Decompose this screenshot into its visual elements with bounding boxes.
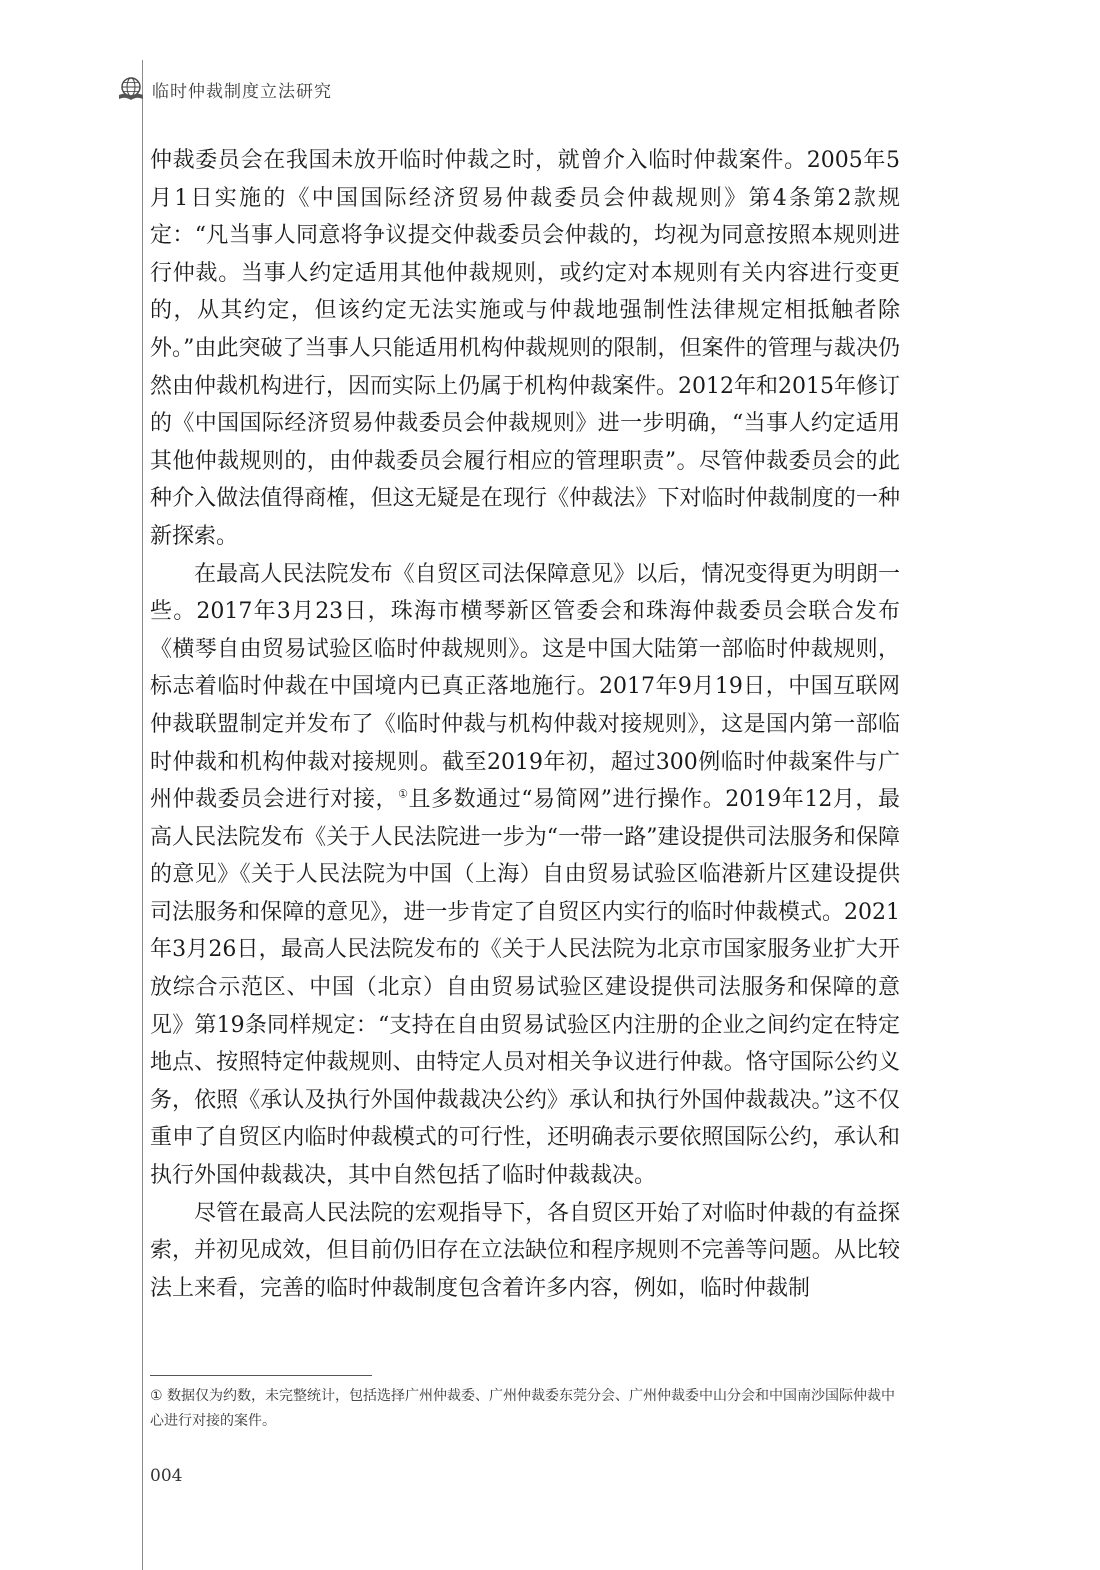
page-number: 004	[150, 1466, 183, 1486]
paragraph-2-part-1: 在最高人民法院发布《自贸区司法保障意见》以后，情况变得更为明朗一些。2017年3月23日，珠海市横琴新区管委会和珠海仲裁委员会联合发布《横琴自由贸易试验区临时仲裁规则》。这是中国大陆第一部临时仲裁规则，标志着临时仲裁在中国境内已真正落地施行。2017年9月19日，中国互联网仲裁联盟制定并发布了《临时仲裁与机构仲裁对接规则》，这是国内第一部临时仲裁和机构仲裁对接规则。截至2019年初，超过300例临时仲裁案件与广州仲裁委员会进行对接，	[150, 561, 900, 813]
paragraph-3: 尽管在最高人民法院的宏观指导下，各自贸区开始了对临时仲裁的有益探索，并初见成效，但目前仍旧存在立法缺位和程序规则不完善等问题。从比较法上来看，完善的临时仲裁制度包含着许多内容，例如，临时仲裁制	[150, 1200, 900, 1301]
body-text	[150, 142, 900, 1307]
paragraph-1: 仲裁委员会在我国未放开临时仲裁之时，就曾介入临时仲裁案件。2005年5月1日实施的《中国国际经济贸易仲裁委员会仲裁规则》第4条第2款规定：“凡当事人同意将争议提交仲裁委员会仲裁的，均视为同意按照本规则进行仲裁。当事人约定适用其他仲裁规则，或约定对本规则有关内容进行变更的，从其约定，但该约定无法实施或与仲裁地强制性法律规定相抵触者除外。”由此突破了当事人只能适用机构仲裁规则的限制，但案件的管理与裁决仍然由仲裁机构进行，因而实际上仍属于机构仲裁案件。2012年和2015年修订的《中国国际经济贸易仲裁委员会仲裁规则》进一步明确，“当事人约定适用其他仲裁规则的，由仲裁委员会履行相应的管理职责”。尽管仲裁委员会的此种介入做法值得商榷，但这无疑是在现行《仲裁法》下对临时仲裁制度的一种新探索。	[150, 148, 900, 549]
paragraph-2	[150, 556, 900, 1195]
footnote-reference[interactable]: ①	[398, 787, 409, 801]
margin-rule	[142, 60, 143, 1570]
footnote: ① 数据仅为约数，未完整统计，包括选择广州仲裁委、广州仲裁委东莞分会、广州仲裁委中山分会和中国南沙国际仲裁中心进行对接的案件。	[150, 1388, 895, 1429]
running-title: 临时仲裁制度立法研究	[152, 81, 332, 102]
running-header	[118, 74, 332, 104]
footnote-divider	[150, 1375, 372, 1376]
globe-book-icon	[118, 76, 144, 102]
paragraph-2-part-2: 且多数通过“易简网”进行操作。2019年12月，最高人民法院发布《关于人民法院进一步为“一带一路”建设提供司法服务和保障的意见》《关于人民法院为中国（上海）自由贸易试验区临港新片区建设提供司法服务和保障的意见》，进一步肯定了自贸区内实行的临时仲裁模式。2021年3月26日，最高人民法院发布的《关于人民法院为北京市国家服务业扩大开放综合示范区、中国（北京）自由贸易试验区建设提供司法服务和保障的意见》第19条同样规定：“支持在自由贸易试验区内注册的企业之间约定在特定地点、按照特定仲裁规则、由特定人员对相关争议进行仲裁。恪守国际公约义务，依照《承认及执行外国仲裁裁决公约》承认和执行外国仲裁裁决。”这不仅重申了自贸区内临时仲裁模式的可行性，还明确表示要依照国际公约，承认和执行外国仲裁裁决，其中自然包括了临时仲裁裁决。	[150, 787, 900, 1189]
